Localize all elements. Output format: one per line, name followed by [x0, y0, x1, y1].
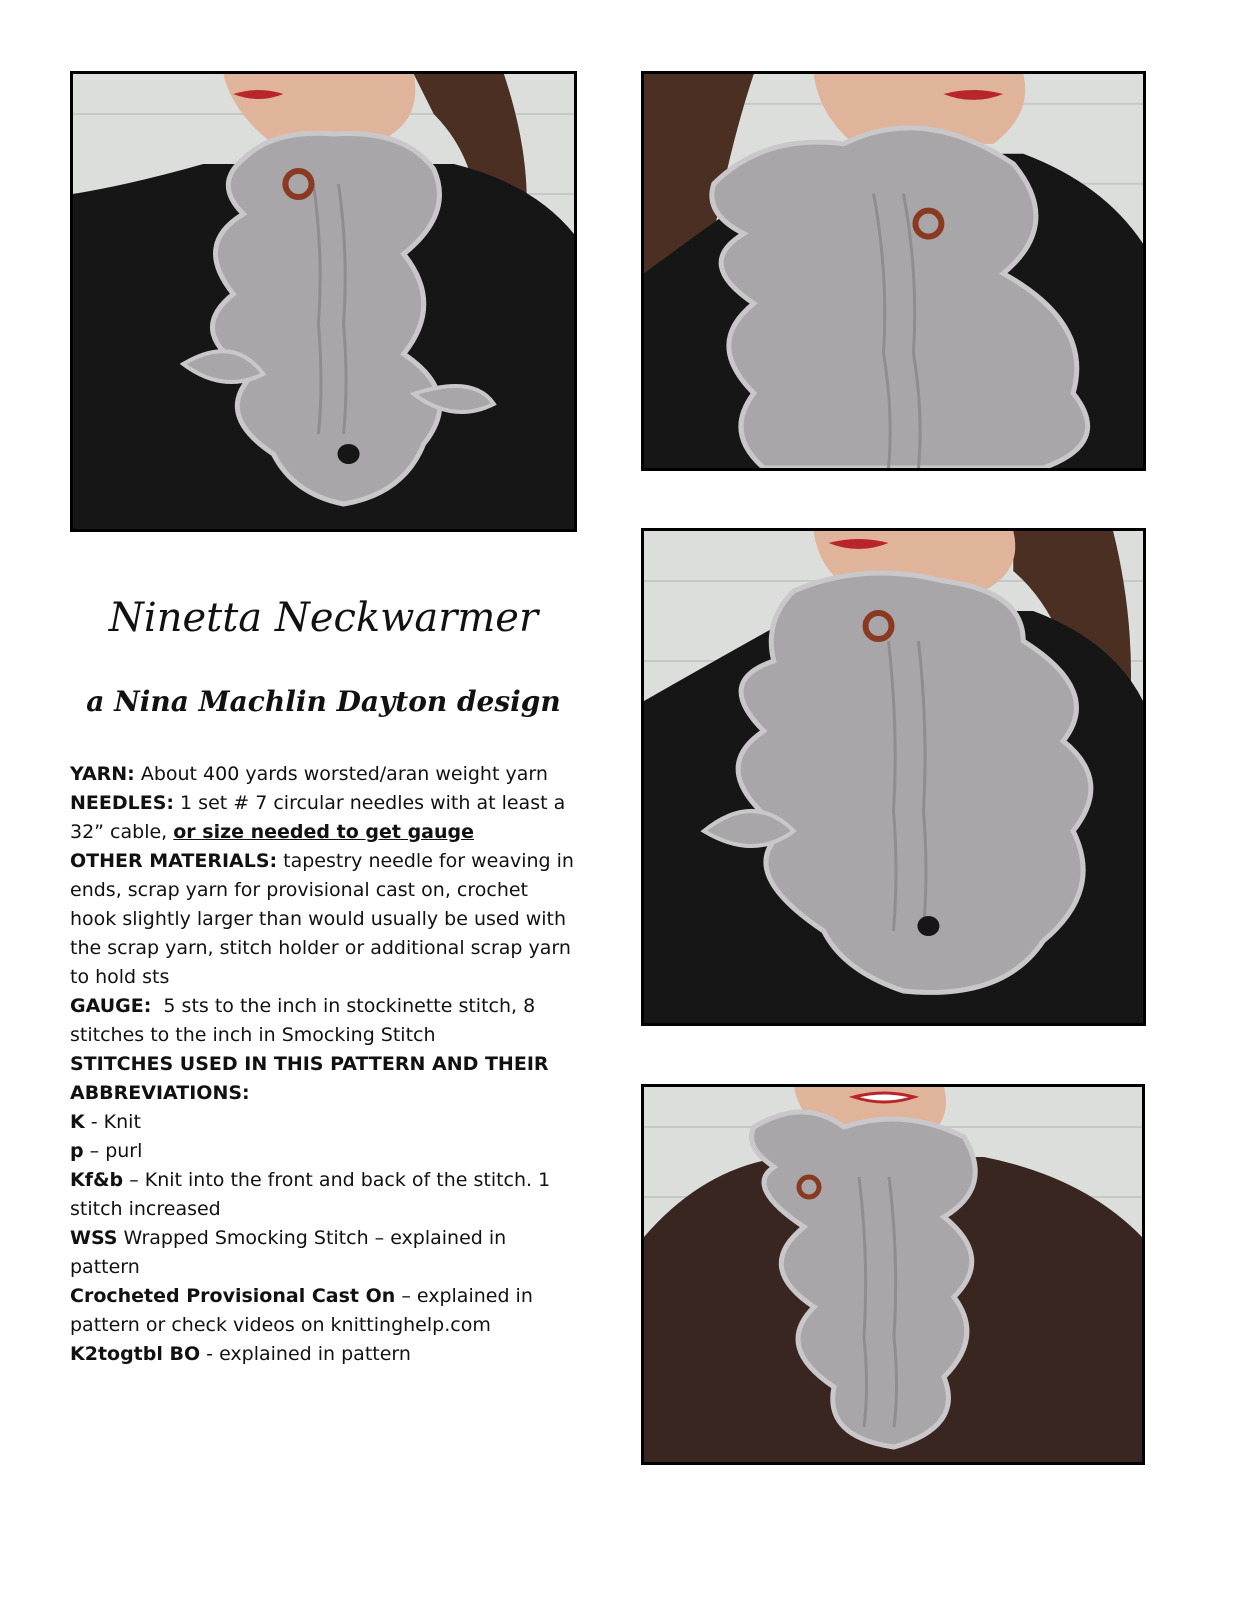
abbreviation-term: WSS	[70, 1227, 118, 1249]
abbreviation-item	[70, 1137, 580, 1166]
scarf-photo-coat-image	[644, 1087, 1142, 1462]
abbreviation-item	[70, 1108, 580, 1137]
document-title: Ninetta Neckwarmer	[108, 595, 539, 641]
gauge-label: GAUGE:	[70, 995, 152, 1017]
yarn-label: YARN:	[70, 763, 135, 785]
scarf-photo-angle-image	[644, 531, 1143, 1023]
abbreviation-term: K2togtbl BO	[70, 1343, 201, 1365]
needles-spec	[70, 789, 580, 847]
abbreviation-term: K	[70, 1111, 85, 1133]
scarf-photo-angle	[641, 528, 1146, 1026]
abbreviation-item	[70, 1166, 580, 1224]
stitches-heading	[70, 1050, 580, 1108]
needles-label: NEEDLES:	[70, 792, 174, 814]
needles-text: 1 set # 7 circular needles with at least a 32” cable,	[70, 792, 566, 843]
abbreviation-item	[70, 1340, 580, 1369]
materials-label: OTHER MATERIALS:	[70, 850, 278, 872]
abbreviation-term: p	[70, 1140, 84, 1162]
abbreviation-term: Crocheted Provisional Cast On	[70, 1285, 396, 1307]
abbreviation-desc: - Knit	[90, 1111, 141, 1133]
yarn-spec	[70, 760, 580, 789]
gauge-note: or size needed to get gauge	[173, 821, 475, 843]
stitches-heading-text: STITCHES USED IN THIS PATTERN AND THEIR ABBREVIATIONS:	[70, 1053, 549, 1104]
yarn-text: About 400 yards worsted/aran weight yarn	[140, 763, 548, 785]
abbreviation-desc: – explained in pattern or check videos on knittinghelp.com	[70, 1285, 533, 1336]
abbreviation-item	[70, 1224, 580, 1282]
abbreviation-desc: Wrapped Smocking Stitch – explained in pattern	[70, 1227, 507, 1278]
scarf-photo-side	[641, 71, 1146, 471]
scarf-photo-front	[70, 71, 577, 532]
document-subtitle: a Nina Machlin Dayton design	[86, 685, 561, 718]
scarf-photo-front-image	[73, 74, 574, 529]
pattern-specs	[70, 760, 580, 1369]
gauge-spec	[70, 992, 580, 1050]
materials-text: tapestry needle for weaving in ends, scrap yarn for provisional cast on, crochet hook slightly larger than would usually be used with the scrap yarn, stitch holder or additional scrap yarn to hold sts	[70, 850, 574, 988]
abbreviation-item	[70, 1282, 580, 1340]
abbreviation-desc: - explained in pattern	[206, 1343, 411, 1365]
scarf-photo-coat	[641, 1084, 1145, 1465]
scarf-photo-side-image	[644, 74, 1143, 468]
abbreviation-term: Kf&b	[70, 1169, 124, 1191]
materials-spec	[70, 847, 580, 992]
gauge-text: 5 sts to the inch in stockinette stitch, 8 stitches to the inch in Smocking Stitch	[70, 995, 536, 1046]
abbreviation-desc: – Knit into the front and back of the stitch. 1 stitch increased	[70, 1169, 551, 1220]
abbreviation-desc: – purl	[89, 1140, 143, 1162]
